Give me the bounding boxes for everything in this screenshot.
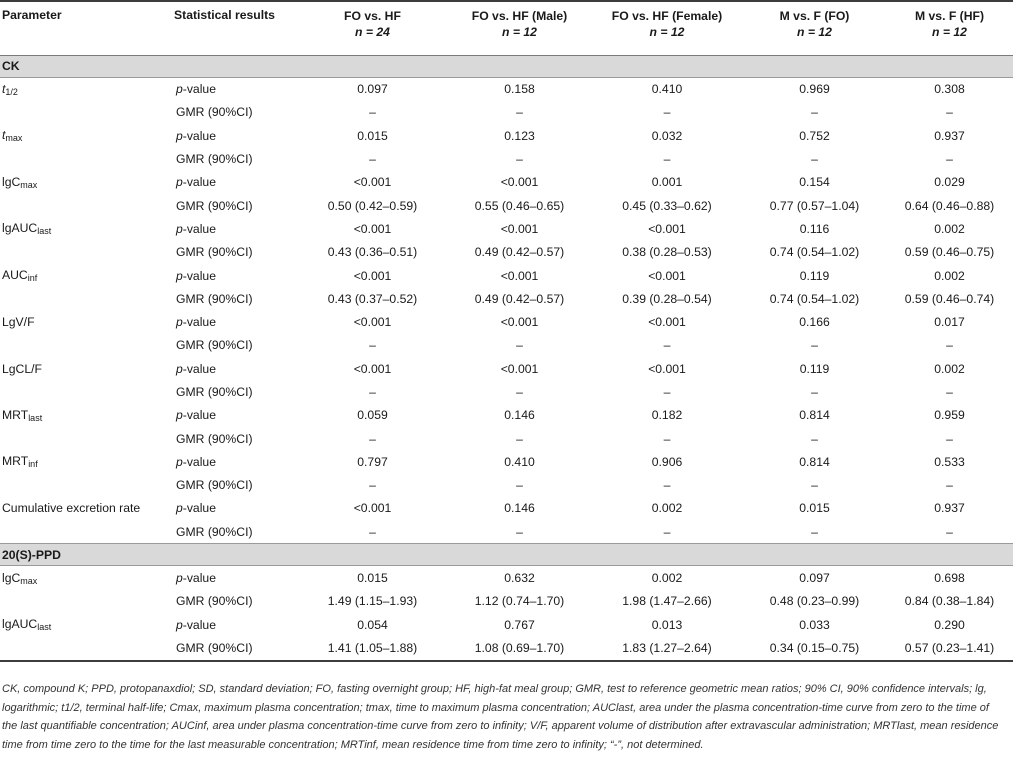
table-row	[0, 101, 1013, 124]
p-suffix: -value	[182, 175, 216, 190]
parameter-name	[0, 124, 172, 147]
p-value-cell: 0.632	[504, 571, 535, 586]
p-value-cell: 0.906	[651, 454, 683, 469]
p-letter: p	[176, 361, 183, 376]
p-letter: p	[176, 571, 183, 586]
p-suffix: -value	[182, 361, 216, 376]
parameter-base: Cumulative excretion rate	[2, 501, 141, 516]
table-row	[0, 124, 1013, 147]
gmr-cell: –	[663, 338, 671, 353]
gmr-cell: 0.59 (0.46–0.74)	[904, 291, 995, 306]
parameter-base: LgCL/F	[2, 361, 42, 376]
parameter-subscript: last	[37, 622, 52, 633]
parameter-name	[0, 404, 172, 427]
gmr-cell: –	[663, 385, 671, 399]
p-value-cell: 0.032	[651, 128, 683, 143]
gmr-cell: 0.45 (0.33–0.62)	[622, 198, 712, 213]
p-value-cell: 0.002	[651, 571, 683, 586]
stat-label-gmr: GMR (90%CI)	[176, 478, 253, 493]
gmr-cell: 0.84 (0.38–1.84)	[904, 594, 995, 609]
gmr-cell: –	[516, 152, 523, 167]
header-n: n = 24	[355, 25, 390, 39]
p-value-cell: <0.001	[353, 268, 392, 283]
p-value-cell: 0.059	[357, 408, 388, 423]
parameter-base: lgAUC	[2, 617, 38, 632]
table-footnote: CK, compound K; PPD, protopanaxdiol; SD, standard deviation; FO, fasting overnight group; HF, high-fat meal group; GMR, test to reference geometric mean ratios; 90% CI, 90% confidence intervals; lg, logarithmic; t1/2, terminal half-life; Cmax, maximum plasma concentration; tmax, time to maximum plasma concentration; AUClast, area under the plasma concentration-time curve from zero to the time of the last quantifiable concentration; AUCinf, area under plasma concentration-time curve from zero to infinity; V/F, apparent volume of distribution after extravascular administration; MRTlast, mean residence time from time zero to the time for the last measurable concentration; MRTinf, mean residence time from time zero to infinity; “-”, not determined.	[2, 683, 999, 751]
gmr-cell: –	[369, 385, 376, 399]
gmr-cell: 1.12 (0.74–1.70)	[474, 594, 565, 609]
parameter-subscript: last	[37, 226, 52, 237]
parameter-name	[0, 77, 172, 101]
parameter-name	[0, 613, 172, 636]
p-value-cell: <0.001	[353, 175, 392, 190]
parameter-base: MRT	[2, 407, 29, 422]
p-letter: p	[176, 408, 183, 423]
gmr-cell: –	[663, 105, 671, 120]
gmr-cell: 0.38 (0.28–0.53)	[622, 245, 712, 260]
p-value-cell: 0.182	[651, 408, 683, 423]
p-value-cell: <0.001	[353, 315, 392, 330]
p-value-cell: 0.937	[934, 128, 965, 143]
stat-label-gmr: GMR (90%CI)	[176, 594, 253, 609]
gmr-cell: –	[946, 152, 953, 167]
table-row	[0, 171, 1013, 194]
p-value-cell: 0.698	[934, 571, 965, 586]
gmr-cell: –	[946, 478, 953, 493]
gmr-cell: 0.43 (0.36–0.51)	[327, 245, 418, 260]
gmr-cell: 0.57 (0.23–1.41)	[886, 636, 1013, 660]
stat-label-gmr: GMR (90%CI)	[172, 636, 297, 660]
stat-label-p	[172, 404, 297, 427]
p-value-cell: <0.001	[500, 361, 539, 376]
p-letter: p	[176, 268, 183, 283]
header-m-vs-f-hf	[886, 1, 1013, 55]
p-value-cell: 0.767	[504, 617, 535, 632]
p-value-cell: 0.146	[504, 501, 535, 516]
gmr-cell: –	[811, 431, 818, 446]
p-value-cell: 0.410	[651, 82, 683, 97]
parameter-base: t	[2, 128, 6, 143]
parameter-base: LgV/F	[2, 315, 35, 330]
gmr-cell: –	[663, 524, 671, 539]
p-suffix: -value	[182, 501, 216, 516]
parameter-empty	[0, 427, 172, 450]
gmr-cell: 1.98 (1.47–2.66)	[622, 594, 712, 609]
p-suffix: -value	[182, 454, 216, 469]
header-parameter: Parameter	[0, 1, 172, 55]
p-value-cell: 0.166	[799, 315, 830, 330]
table-row	[0, 380, 1013, 403]
gmr-cell: –	[811, 152, 818, 167]
gmr-cell: –	[946, 385, 953, 399]
gmr-cell: 1.83 (1.27–2.64)	[591, 636, 743, 660]
gmr-cell: 0.49 (0.42–0.57)	[474, 245, 565, 260]
p-letter: p	[176, 315, 183, 330]
p-value-cell: <0.001	[648, 268, 686, 283]
p-value-cell: 0.002	[934, 268, 965, 283]
gmr-cell: 0.43 (0.37–0.52)	[327, 291, 418, 306]
p-letter: p	[176, 501, 183, 516]
table-row	[0, 310, 1013, 333]
parameter-empty	[0, 334, 172, 357]
gmr-cell: –	[516, 524, 523, 539]
stat-label-p	[172, 77, 297, 101]
gmr-cell: 0.77 (0.57–1.04)	[769, 198, 860, 213]
gmr-cell: –	[811, 524, 818, 539]
p-value-cell: 0.097	[799, 571, 830, 586]
p-value-cell: <0.001	[648, 361, 686, 376]
gmr-cell: –	[516, 431, 523, 446]
p-value-cell: 0.752	[799, 128, 830, 143]
table-row	[0, 287, 1013, 310]
p-value-cell: 0.123	[504, 128, 535, 143]
p-suffix: -value	[182, 128, 216, 143]
header-m-vs-f-fo	[743, 1, 886, 55]
gmr-cell: –	[811, 385, 818, 399]
p-value-cell: 0.002	[934, 361, 965, 376]
gmr-cell: 0.50 (0.42–0.59)	[327, 198, 418, 213]
section-row	[0, 55, 1013, 77]
stat-label-gmr: GMR (90%CI)	[176, 338, 253, 353]
table-row	[0, 334, 1013, 357]
stat-label-p	[172, 124, 297, 147]
stat-label-p	[172, 310, 297, 333]
parameter-empty	[0, 287, 172, 310]
header-title: FO vs. HF (Female)	[611, 9, 723, 23]
header-row	[0, 1, 1013, 55]
p-letter: p	[176, 175, 183, 190]
p-value-cell: 0.814	[799, 454, 830, 469]
parameter-empty	[0, 101, 172, 124]
stat-label-p	[172, 450, 297, 473]
table-body	[0, 55, 1013, 661]
p-value-cell: 0.308	[934, 82, 965, 97]
stat-label-p	[172, 566, 297, 590]
table-row	[0, 590, 1013, 613]
gmr-cell: –	[369, 152, 376, 167]
p-value-cell: 0.015	[357, 128, 388, 143]
table-row	[0, 357, 1013, 380]
p-value-cell: 0.002	[651, 501, 683, 516]
p-value-cell: 0.290	[934, 617, 965, 632]
gmr-cell: –	[663, 431, 671, 446]
parameter-base: lgC	[2, 570, 21, 585]
p-suffix: -value	[182, 408, 216, 423]
gmr-cell: 0.74 (0.54–1.02)	[769, 245, 860, 260]
gmr-cell: 0.74 (0.54–1.02)	[769, 291, 860, 306]
p-letter: p	[176, 617, 183, 632]
p-suffix: -value	[182, 82, 216, 97]
p-letter: p	[176, 128, 183, 143]
p-value-cell: 0.054	[357, 617, 388, 632]
gmr-cell: 0.49 (0.42–0.57)	[474, 291, 565, 306]
gmr-cell: –	[663, 152, 671, 167]
p-value-cell: 0.410	[504, 454, 535, 469]
parameter-empty	[0, 147, 172, 170]
header-fo-vs-hf-male	[448, 1, 591, 55]
p-value-cell: 0.013	[651, 617, 683, 632]
p-value-cell: <0.001	[353, 361, 392, 376]
p-letter: p	[176, 454, 183, 469]
p-suffix: -value	[182, 221, 216, 236]
p-value-cell: 0.533	[934, 454, 965, 469]
stat-label-p	[172, 357, 297, 380]
gmr-cell: –	[663, 478, 671, 493]
p-value-cell: <0.001	[353, 501, 392, 516]
section-label: 20(S)-PPD	[0, 544, 1013, 566]
stat-label-p	[172, 217, 297, 240]
p-value-cell: 0.119	[799, 361, 830, 376]
stat-label-gmr: GMR (90%CI)	[176, 245, 253, 260]
p-value-cell: 0.814	[799, 408, 830, 423]
p-value-cell: 0.116	[799, 221, 830, 236]
table-row	[0, 566, 1013, 590]
p-letter: p	[176, 82, 183, 97]
parameter-subscript: inf	[27, 273, 38, 284]
stat-label-gmr: GMR (90%CI)	[176, 291, 253, 306]
stat-label-gmr: GMR (90%CI)	[176, 385, 253, 399]
parameter-name	[0, 357, 172, 380]
p-value-cell: 0.959	[934, 408, 965, 423]
gmr-cell: –	[516, 385, 523, 399]
table-row	[0, 77, 1013, 101]
parameter-base: AUC	[2, 268, 28, 283]
table-row	[0, 217, 1013, 240]
gmr-cell: 0.55 (0.46–0.65)	[474, 198, 565, 213]
stat-label-gmr: GMR (90%CI)	[176, 524, 253, 539]
gmr-cell: –	[516, 338, 523, 353]
p-value-cell: 0.017	[934, 315, 965, 330]
parameter-name	[0, 264, 172, 287]
section-label: CK	[0, 55, 1013, 77]
gmr-cell: 0.59 (0.46–0.75)	[904, 245, 995, 260]
gmr-cell: 1.49 (1.15–1.93)	[327, 594, 418, 609]
gmr-cell: 1.41 (1.05–1.88)	[297, 636, 448, 660]
gmr-cell: –	[946, 524, 953, 539]
table-row	[0, 264, 1013, 287]
parameter-name	[0, 450, 172, 473]
table-row	[0, 450, 1013, 473]
parameter-empty	[0, 380, 172, 403]
parameter-name	[0, 217, 172, 240]
parameter-base: lgC	[2, 174, 21, 189]
gmr-cell: –	[946, 338, 953, 353]
header-n: n = 12	[649, 25, 685, 39]
parameter-empty	[0, 520, 172, 544]
parameter-empty	[0, 636, 172, 660]
p-suffix: -value	[182, 571, 216, 586]
p-value-cell: <0.001	[648, 315, 686, 330]
table-row	[0, 427, 1013, 450]
p-suffix: -value	[182, 617, 216, 632]
parameter-subscript: inf	[28, 459, 38, 470]
table-row	[0, 241, 1013, 264]
table-row	[0, 636, 1013, 660]
gmr-cell: –	[811, 338, 818, 353]
table-row	[0, 497, 1013, 520]
gmr-cell: –	[811, 478, 818, 493]
parameter-empty	[0, 241, 172, 264]
table-row	[0, 520, 1013, 544]
parameter-base: lgAUC	[2, 221, 38, 236]
parameter-subscript: max	[20, 179, 38, 190]
header-n: n = 12	[502, 25, 537, 39]
p-value-cell: 0.001	[651, 175, 683, 190]
header-title: FO vs. HF	[344, 9, 401, 23]
gmr-cell: 0.48 (0.23–0.99)	[769, 594, 860, 609]
parameter-subscript: last	[28, 412, 43, 423]
p-value-cell: 0.033	[799, 617, 830, 632]
stat-label-gmr: GMR (90%CI)	[176, 431, 253, 446]
header-n: n = 12	[932, 25, 967, 39]
p-value-cell: 0.015	[799, 501, 830, 516]
table-row	[0, 147, 1013, 170]
gmr-cell: –	[811, 105, 818, 120]
gmr-cell: –	[369, 431, 376, 446]
stat-label-p	[172, 613, 297, 636]
stat-label-p	[172, 497, 297, 520]
header-statistical-results: Statistical results	[172, 1, 297, 55]
stat-label-gmr: GMR (90%CI)	[176, 198, 253, 213]
p-suffix: -value	[182, 268, 216, 283]
p-value-cell: 0.119	[799, 268, 830, 283]
parameter-empty	[0, 194, 172, 217]
header-title: M vs. F (HF)	[914, 9, 985, 23]
gmr-cell: –	[516, 105, 523, 120]
p-value-cell: 0.158	[504, 82, 535, 97]
table-row	[0, 474, 1013, 497]
gmr-cell: –	[516, 478, 523, 493]
p-value-cell: 0.154	[799, 175, 830, 190]
header-fo-vs-hf-female	[591, 1, 743, 55]
p-value-cell: 0.969	[799, 82, 830, 97]
parameter-name	[0, 497, 172, 520]
p-value-cell: 0.797	[357, 454, 388, 469]
parameter-name	[0, 310, 172, 333]
parameter-subscript: 1/2	[5, 86, 18, 97]
gmr-cell: –	[369, 338, 376, 353]
p-value-cell: <0.001	[648, 221, 686, 236]
p-value-cell: <0.001	[500, 175, 539, 190]
p-value-cell: 0.937	[934, 501, 965, 516]
parameter-base: t	[2, 81, 6, 96]
p-value-cell: 0.146	[504, 408, 535, 423]
gmr-cell: –	[946, 105, 953, 120]
table-row	[0, 613, 1013, 636]
table-row	[0, 404, 1013, 427]
stat-label-p	[172, 264, 297, 287]
gmr-cell: –	[369, 105, 376, 120]
p-value-cell: 0.015	[357, 571, 388, 586]
gmr-cell: –	[946, 431, 953, 446]
table-row	[0, 194, 1013, 217]
header-n: n = 12	[797, 25, 832, 39]
gmr-cell: 0.39 (0.28–0.54)	[622, 291, 712, 306]
gmr-cell: –	[369, 478, 376, 493]
parameter-name	[0, 171, 172, 194]
parameter-subscript: max	[20, 575, 38, 586]
header-title: FO vs. HF (Male)	[471, 9, 568, 23]
p-value-cell: <0.001	[500, 315, 539, 330]
p-value-cell: 0.029	[934, 175, 965, 190]
p-suffix: -value	[182, 315, 216, 330]
parameter-subscript: max	[5, 133, 23, 144]
p-letter: p	[176, 221, 183, 236]
gmr-cell: 1.08 (0.69–1.70)	[448, 636, 591, 660]
parameter-name	[0, 566, 172, 590]
header-fo-vs-hf	[297, 1, 448, 55]
parameter-empty	[0, 474, 172, 497]
p-value-cell: 0.002	[934, 221, 965, 236]
stat-label-gmr: GMR (90%CI)	[176, 105, 253, 120]
gmr-cell: –	[369, 524, 376, 539]
header-title: M vs. F (FO)	[779, 9, 850, 23]
p-value-cell: <0.001	[500, 268, 539, 283]
gmr-cell: 0.34 (0.15–0.75)	[743, 636, 886, 660]
stat-label-gmr: GMR (90%CI)	[176, 152, 253, 167]
section-row	[0, 544, 1013, 566]
parameter-empty	[0, 590, 172, 613]
gmr-cell: 0.64 (0.46–0.88)	[904, 198, 995, 213]
p-value-cell: 0.097	[357, 82, 388, 97]
p-value-cell: <0.001	[500, 221, 539, 236]
parameter-base: MRT	[2, 454, 29, 469]
p-value-cell: <0.001	[353, 221, 392, 236]
stat-label-p	[172, 171, 297, 194]
